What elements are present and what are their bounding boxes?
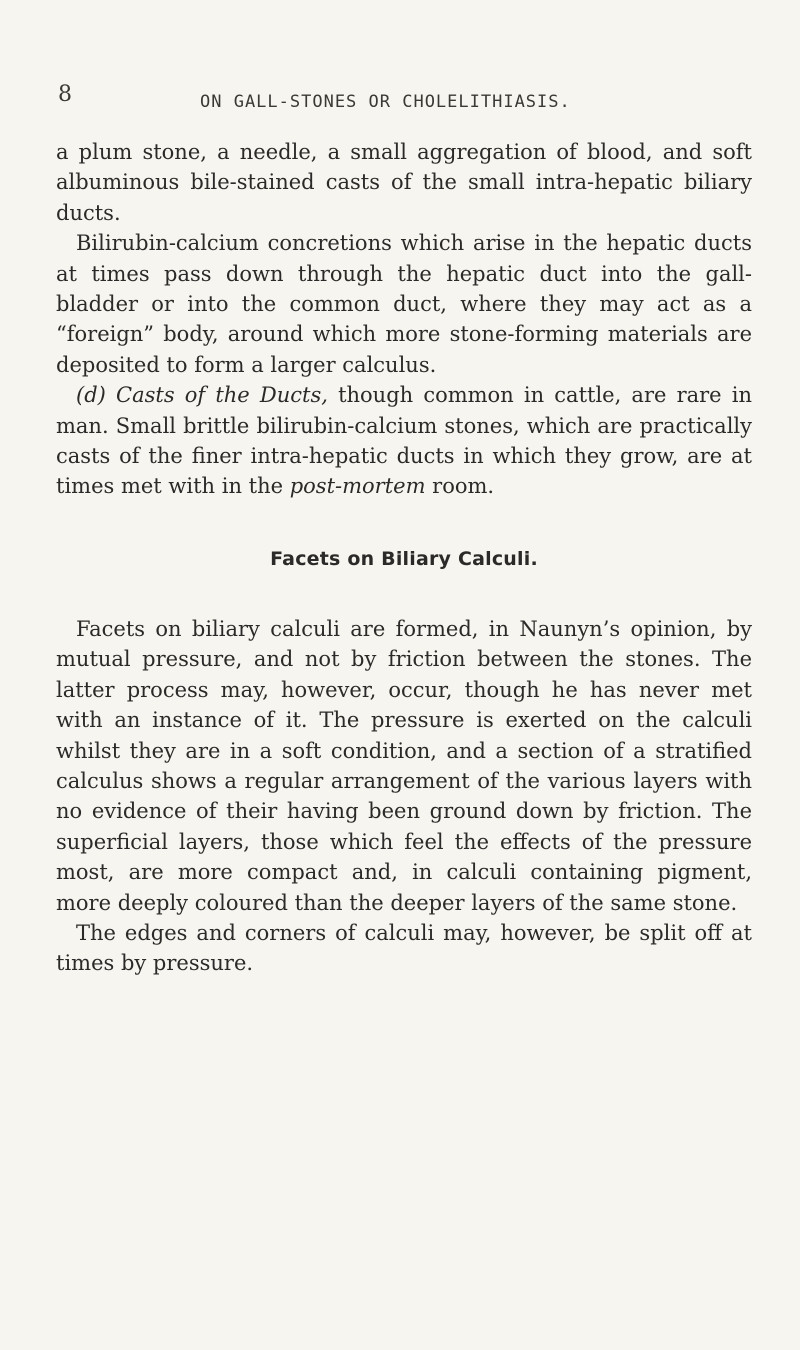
running-title: ON GALL-STONES OR CHOLELITHIASIS. xyxy=(200,92,571,112)
paragraph-casts-of-ducts xyxy=(56,380,752,502)
subsection-label: (d) xyxy=(76,383,106,408)
paragraph-facets: Facets on biliary calculi are formed, in Naunyn’s opinion, by mutual pressure, and not by friction between the stones. The latter process may, however, occur, though he has never met with an instance of it. The pressure is exerted on the calculi whilst they are in a soft condition, and a section of a stratified calculus shows a regular arrangement of the various layers with no evidence of their having been ground down by friction. The superficial layers, those which feel the effects of the pressure most, are more compact and, in calculi containing pigment, more deeply coloured than the deeper layers of the same stone. xyxy=(56,616,752,915)
paragraph-text-end: room. xyxy=(425,474,495,499)
paragraph-continuation: a plum stone, a needle, a small aggregation of blood, and soft albuminous bile-stained casts of the small intra-hepatic biliary ducts. xyxy=(56,140,752,225)
paragraph-text: though common in cattle, are rare in man. Small brittle bilirubin-calcium stones, which are practically casts of the finer intra-hepatic ducts in which they grow, are at times met with in the xyxy=(56,383,752,499)
paragraph-bilirubin-concretions: Bilirubin-calcium concretions which arise in the hepatic ducts at times pass down through the hepatic duct into the gall-bladder or into the common duct, where they may act as a “foreign” body, around which more stone-forming materials are deposited to form a larger calculus. xyxy=(56,231,752,377)
page-number: 8 xyxy=(58,82,72,107)
italic-phrase: post-mortem xyxy=(289,474,426,499)
subsection-title: Casts of the Ducts, xyxy=(116,383,328,408)
body-text xyxy=(56,137,752,979)
section-heading: Facets on Biliary Calculi. xyxy=(270,547,538,570)
paragraph-edges-and-corners: The edges and corners of calculi may, however, be split off at times by pressure. xyxy=(56,920,752,976)
